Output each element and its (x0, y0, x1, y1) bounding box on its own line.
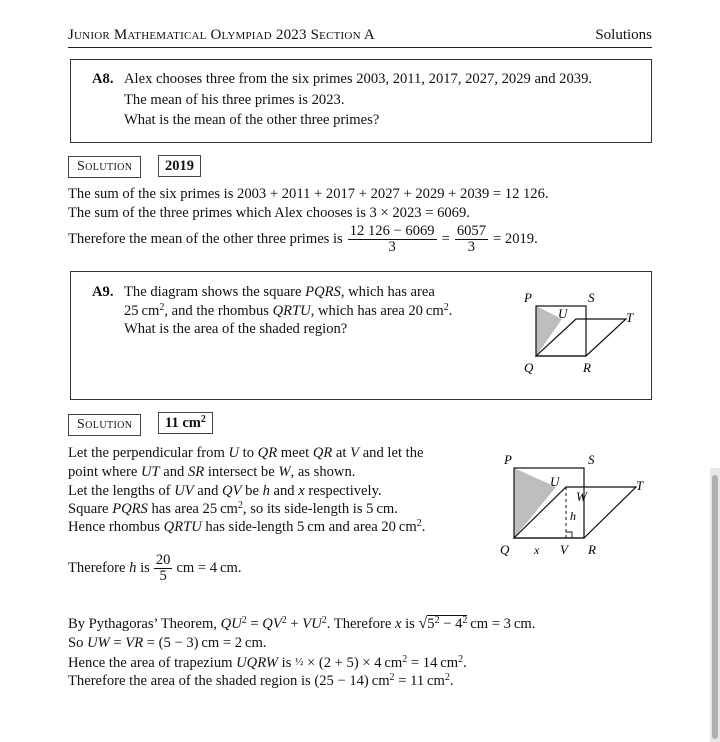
label-P: P (524, 290, 532, 305)
a9-h-fraction-den: 5 (159, 567, 167, 584)
a9-question-line-3: What is the area of the shaded region? (124, 321, 348, 337)
label-Q: Q (524, 360, 534, 375)
sol-label-V: V (560, 542, 568, 557)
a8-solution-line-3 (68, 219, 538, 259)
sol-label-W: W (576, 489, 587, 504)
sol-label-Q: Q (500, 542, 510, 557)
a8-question-line-3: What is the mean of the other three primes? (124, 112, 380, 128)
a9-sol-line-2: point where UT and SR intersect be W, as shown. (68, 464, 356, 480)
header-section: Solutions (595, 27, 652, 43)
a9-answer-value: 11 cm (165, 415, 201, 431)
a9-sol-line-uw: So UW = VR = (5 − 3) cm = 2 cm. (68, 635, 267, 651)
a8-s3-lead: Therefore the mean of the other three primes is (68, 230, 343, 247)
a9-question-line-1: The diagram shows the square PQRS, which has area (124, 284, 435, 300)
a8-fraction-1 (348, 224, 437, 255)
a8-question-line-2: The mean of his three primes is 2023. (124, 92, 345, 108)
a8-solution-label: Solution (68, 156, 141, 178)
a8-question-line-1: Alex chooses three from the six primes 2003, 2011, 2017, 2027, 2029 and 2039. (124, 71, 593, 87)
sol-label-U: U (550, 474, 560, 489)
sol-label-h: h (570, 509, 576, 523)
label-T: T (626, 310, 634, 325)
a8-solution-line-1: The sum of the six primes is 2003 + 2011 + 2017 + 2027 + 2029 + 2039 = 12 126. (68, 186, 549, 202)
label-S: S (588, 290, 595, 305)
a8-fraction-1-den: 3 (388, 238, 396, 255)
a8-solution-line-2: The sum of the three primes which Alex chooses is 3 × 2023 = 6069. (68, 205, 470, 221)
a8-label: A8. (92, 71, 114, 87)
a9-sol-line-pythagoras: By Pythagoras’ Theorem, $QU^2 = QV^2 + VU^2$. Therefore x is $√5^2 - 4^2$ cm = 3 cm. (68, 615, 536, 632)
a9-question-diagram (516, 286, 646, 376)
a9-sol-line-5: Hence rhombus QRTU has side-length 5 cm and area 20 $cm^2$. (68, 518, 426, 535)
a8-fraction-1-num: 12 126 − 6069 (349, 222, 435, 239)
sol-label-T: T (636, 478, 644, 493)
header-rule (68, 47, 652, 48)
sol-label-x: x (534, 543, 540, 557)
a9-answer-box (158, 412, 213, 434)
a9-h-fraction-num: 20 (155, 551, 171, 568)
a9-label: A9. (92, 284, 114, 300)
a8-s3-tail: = 2019. (493, 230, 538, 247)
a9-sol-line-h: Therefore h is $\frac{20}{5}$ cm = 4 cm. (68, 551, 242, 584)
a8-fraction-2 (455, 224, 488, 255)
a9-solution-diagram (496, 450, 660, 560)
a9-solution-label: Solution (68, 414, 141, 436)
a8-fraction-2-den: 3 (467, 238, 476, 255)
a9-sol-line-trapezium: Hence the area of trapezium UQRW is ½ × (2 + 5) × 4 $cm^2 = 14$ $cm^2$. (68, 654, 467, 671)
a9-answer-exponent: 2 (200, 414, 206, 425)
sol-label-S: S (588, 452, 595, 467)
a8-fraction-2-num: 6057 (456, 222, 487, 239)
sol-label-P: P (504, 452, 512, 467)
label-U: U (558, 306, 568, 321)
scrollbar-thumb[interactable] (712, 475, 718, 739)
a9-sol-line-4: Square PQRS has area 25 $cm^2$, so its side-length is 5 cm. (68, 500, 398, 517)
a9-h-fraction (154, 553, 173, 584)
sol-label-R: R (588, 542, 596, 557)
a9-sol-line-3: Let the lengths of UV and QV be h and x respectively. (68, 483, 382, 499)
a9-sol-line-1: Let the perpendicular from U to QR meet QR at V and let the (68, 445, 424, 461)
a9-question-line-2: 25 $cm^2$, and the rhombus QRTU, which has area 20 $cm^2$. (124, 302, 453, 319)
a8-answer-box: 2019 (158, 155, 201, 177)
a8-equals: = (441, 230, 450, 247)
header-title: Junior Mathematical Olympiad 2023 Section A (68, 27, 375, 43)
label-R: R (583, 360, 591, 375)
a9-sol-line-final: Therefore the area of the shaded region is (25 − 14) $cm^2 = 11$ $cm^2$. (68, 672, 454, 689)
right-angle-mark (566, 532, 572, 538)
